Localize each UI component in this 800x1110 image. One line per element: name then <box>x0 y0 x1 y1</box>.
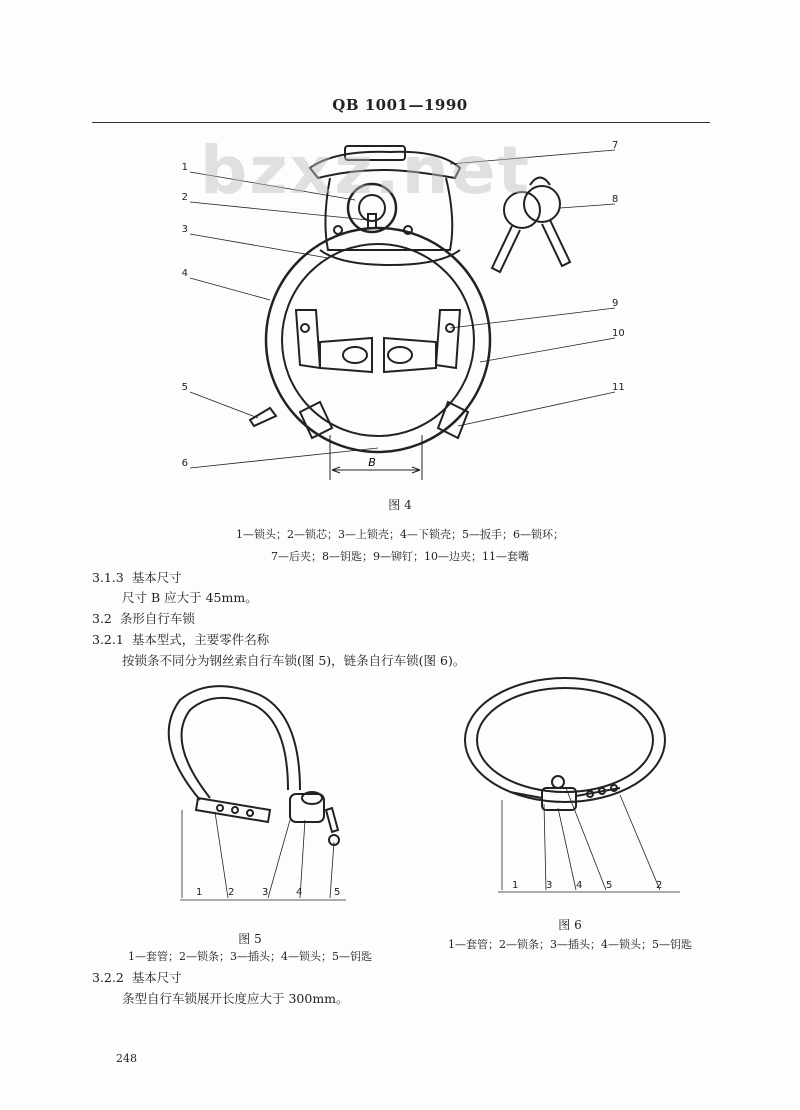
callout-9: 9 <box>612 298 619 309</box>
callout-1: 1 <box>512 880 519 891</box>
section-number: 3.1.3 <box>92 570 124 585</box>
callout-11: 11 <box>612 382 625 393</box>
center-plate-right <box>384 338 436 372</box>
header-rule <box>92 122 710 123</box>
chain-inner <box>477 688 653 792</box>
chain-outer <box>465 678 665 802</box>
lock-head <box>290 794 324 822</box>
callout-5: 5 <box>334 887 341 898</box>
callout-3: 3 <box>262 887 269 898</box>
callout-6: 6 <box>181 458 188 469</box>
figure-4-legend-line1: 1—锁头；2—锁芯；3—上锁壳；4—下锁壳；5—扳手；6—锁环； <box>236 528 564 541</box>
section-title: 基本型式，主要零件名称 <box>131 632 270 647</box>
standard-number: QB 1001—1990 <box>332 96 468 114</box>
figure-6-chain-lock <box>450 670 680 910</box>
figure-6-caption: 图 6 <box>558 918 582 932</box>
callout-1: 1 <box>196 887 203 898</box>
callout-4: 4 <box>181 268 188 279</box>
callout-4: 4 <box>296 887 303 898</box>
section-number: 3.2.2 <box>92 970 124 985</box>
figure-4-caption: 图 4 <box>388 498 412 512</box>
section-3-1-3-heading <box>92 568 182 586</box>
callout-2: 2 <box>228 887 235 898</box>
dimension-b-label: B <box>368 456 376 469</box>
callout-7: 7 <box>612 140 619 151</box>
center-plate-left <box>320 338 372 372</box>
callout-10: 10 <box>612 328 625 339</box>
section-3-2-1-text: 按锁条不同分为钢丝索自行车锁(图 5)，链条自行车锁(图 6)。 <box>122 653 466 668</box>
callout-1: 1 <box>181 162 188 173</box>
section-title: 条形自行车锁 <box>119 611 195 626</box>
callout-5: 5 <box>181 382 188 393</box>
callout-3: 3 <box>546 880 553 891</box>
cable-outer <box>169 686 300 800</box>
section-3-2-2-heading <box>92 968 182 986</box>
figure-6-legend: 1—套管；2—锁条；3—插头；4—锁头；5—钥匙 <box>448 938 692 951</box>
callout-3: 3 <box>181 224 188 235</box>
callout-4: 4 <box>576 880 583 891</box>
watermark: bzxz.net <box>200 132 532 209</box>
section-3-2-1-heading <box>92 630 269 648</box>
section-3-2-2-text: 条型自行车锁展开长度应大于 300mm。 <box>122 991 349 1006</box>
page-number: 248 <box>116 1052 137 1065</box>
figure-5-legend: 1—套管；2—锁条；3—插头；4—锁头；5—钥匙 <box>128 950 372 963</box>
cable-inner <box>182 698 288 798</box>
section-title: 基本尺寸 <box>131 570 182 585</box>
callout-8: 8 <box>612 194 619 205</box>
callout-5: 5 <box>606 880 613 891</box>
section-title: 基本尺寸 <box>131 970 182 985</box>
section-number: 3.2.1 <box>92 632 124 647</box>
callout-2: 2 <box>181 192 188 203</box>
lever <box>250 408 276 426</box>
key <box>326 808 338 832</box>
section-number: 3.2 <box>92 611 112 626</box>
section-3-2-heading <box>92 609 195 627</box>
figure-5-caption: 图 5 <box>238 932 262 946</box>
outer-ring <box>266 228 490 452</box>
callout-2: 2 <box>656 880 663 891</box>
figure-5-cable-lock <box>140 670 370 910</box>
side-clamp-left <box>296 310 320 368</box>
side-clamp-right <box>436 310 460 368</box>
key <box>552 776 564 788</box>
figure-4-legend-line2: 7—后夹；8—钥匙；9—铆钉；10—边夹；11—套嘴 <box>271 550 529 563</box>
section-3-1-3-text: 尺寸 B 应大于 45mm。 <box>122 590 258 605</box>
